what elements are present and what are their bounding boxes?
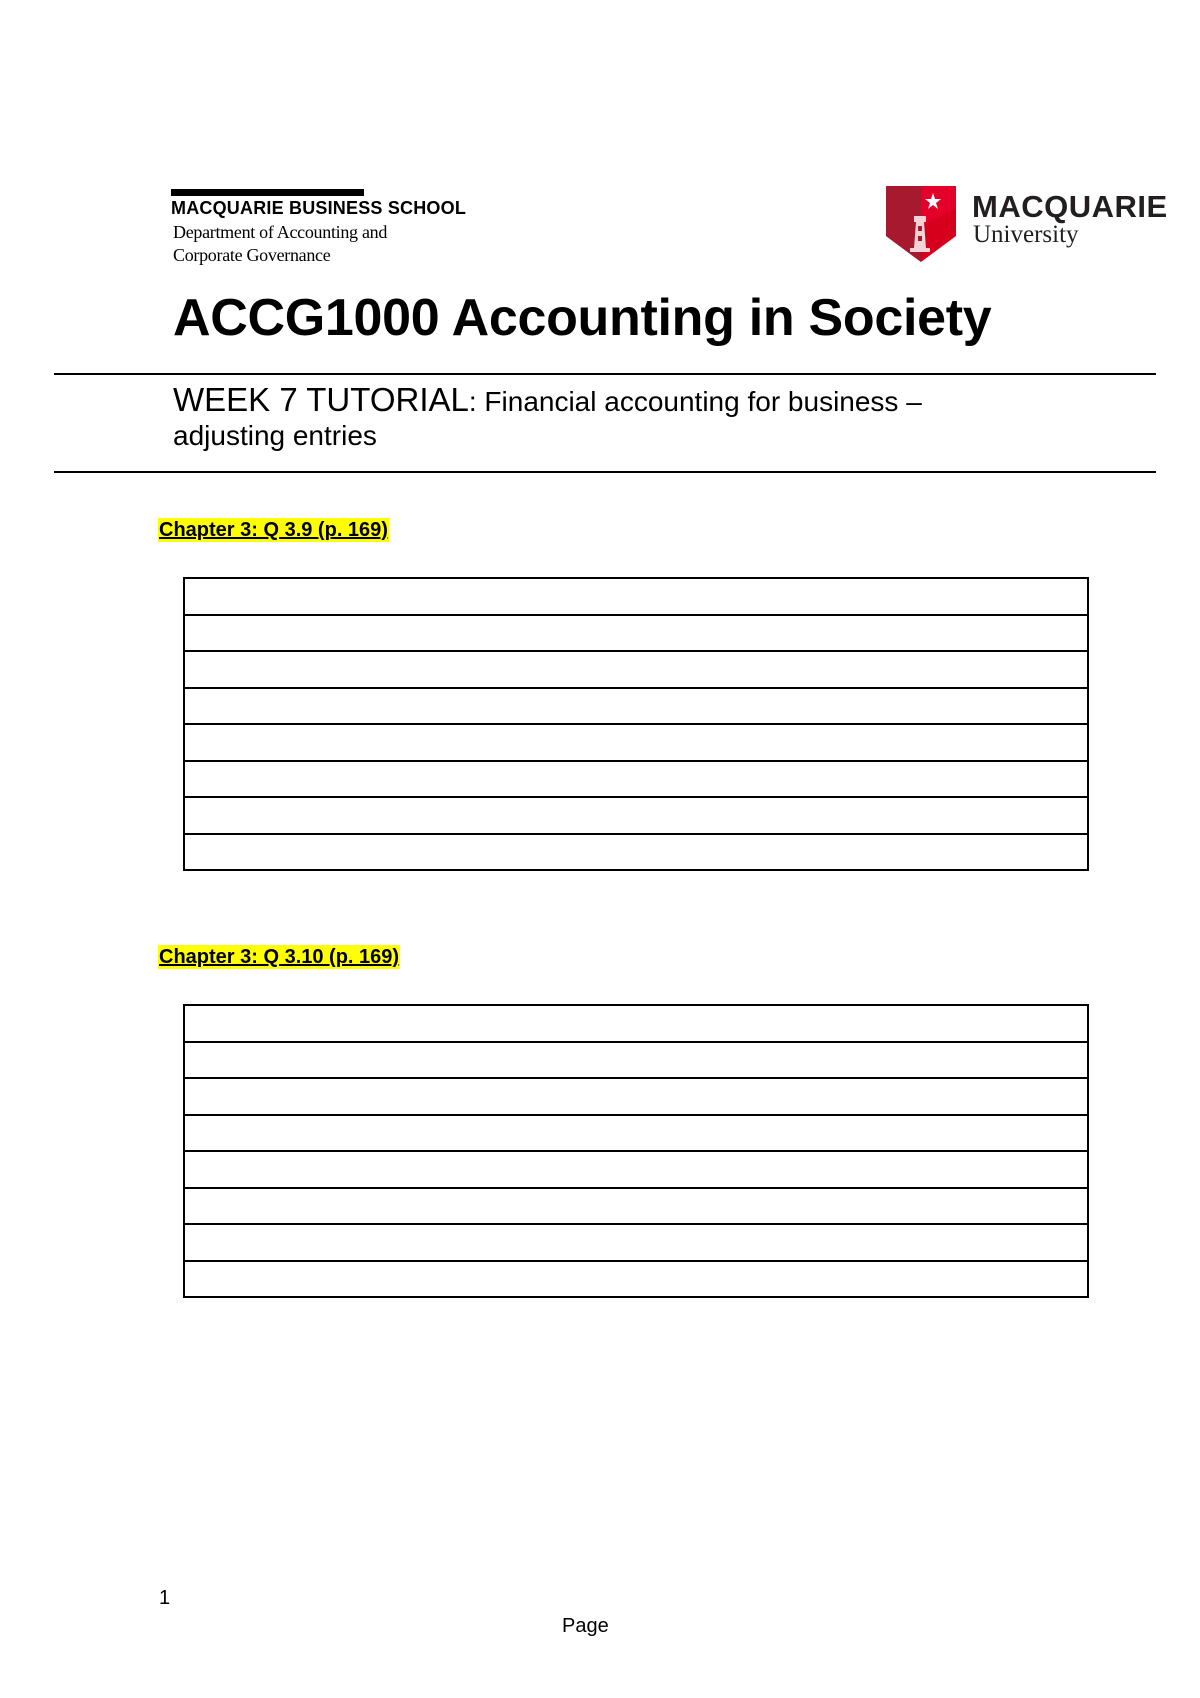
answer-box[interactable] <box>183 577 1089 871</box>
week-label: WEEK 7 TUTORIAL <box>173 381 469 418</box>
macquarie-lighthouse-shield-icon <box>886 186 956 262</box>
week-subtitle: : Financial accounting for business – <box>468 386 922 417</box>
answer-row[interactable] <box>185 1225 1087 1262</box>
answer-row[interactable] <box>185 1079 1087 1116</box>
answer-row[interactable] <box>185 1043 1087 1080</box>
university-subtitle: University <box>973 221 1079 248</box>
answer-row[interactable] <box>185 689 1087 726</box>
answer-row[interactable] <box>185 579 1087 616</box>
page-number: 1 <box>159 1587 171 1609</box>
answer-row[interactable] <box>185 762 1087 799</box>
school-name: MACQUARIE BUSINESS SCHOOL <box>171 198 467 218</box>
title-divider-top <box>54 373 1156 375</box>
department-name-line-2: Corporate Governance <box>173 245 331 265</box>
answer-row[interactable] <box>185 1116 1087 1153</box>
answer-row[interactable] <box>185 1152 1087 1189</box>
answer-row[interactable] <box>185 835 1087 872</box>
chapter-heading: Chapter 3: Q 3.10 (p. 169) <box>159 946 400 968</box>
title-divider-bottom <box>54 471 1156 473</box>
week-subtitle-line-2: adjusting entries <box>173 420 377 451</box>
university-wordmark: MACQUARIE <box>972 189 1168 224</box>
answer-row[interactable] <box>185 798 1087 835</box>
answer-box[interactable] <box>183 1004 1089 1298</box>
answer-row[interactable] <box>185 1189 1087 1226</box>
answer-row[interactable] <box>185 616 1087 653</box>
page-label: Page <box>562 1615 609 1637</box>
course-title: ACCG1000 Accounting in Society <box>173 289 992 347</box>
school-header-bar <box>171 189 364 196</box>
answer-row[interactable] <box>185 1006 1087 1043</box>
department-name-line-1: Department of Accounting and <box>173 222 388 242</box>
answer-row[interactable] <box>185 652 1087 689</box>
chapter-heading: Chapter 3: Q 3.9 (p. 169) <box>159 519 388 541</box>
answer-row[interactable] <box>185 1262 1087 1299</box>
answer-row[interactable] <box>185 725 1087 762</box>
